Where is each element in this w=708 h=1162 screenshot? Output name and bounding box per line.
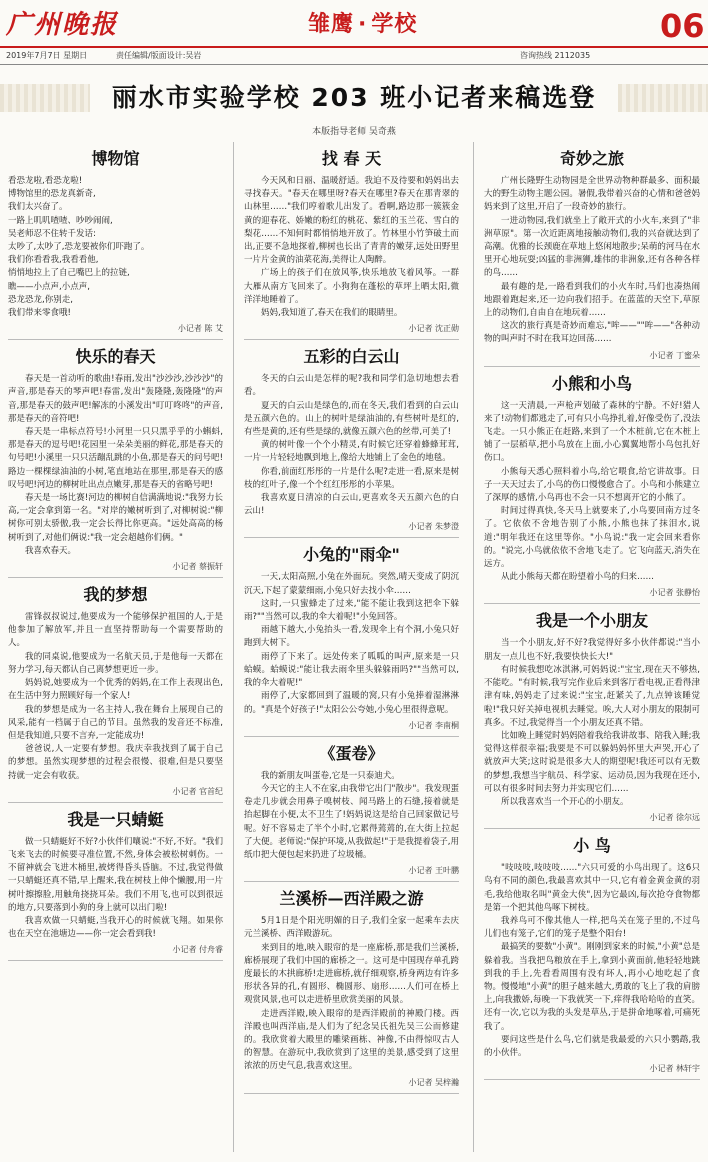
masthead-logo: 广州晚报 <box>6 10 119 40</box>
column-name-2: 学校 <box>371 12 418 37</box>
article-paragraph: 做一只蜻蜓好不好?小伙伴们嚷说:"不好,不好。"我们飞来飞去的时候要寻准位置,不然,身体会被松树刺伤。一不留神就会飞进木桶里,被烤得昏头昏脑。不过,我觉得做一只蜻蜓还真不错,早上醒来,我在树枝上伸个懒腰,用一片树叶擦擦脸,用触角挠挠耳朵。我们不用飞,也可以到很远的地方,只要落到小狗的身上就可以出门啦! <box>8 836 223 913</box>
article-paragraph: 你看,前面红彤彤的一片是什么呢?走进一看,原来是树枝的红叶子,像一个个红红彤彤的小苹果。 <box>244 466 459 490</box>
article-separator <box>244 881 459 882</box>
issue-date: 2019年7月7日 星期日 <box>6 51 88 60</box>
article <box>484 371 700 605</box>
article-title: 我是一个小朋友 <box>535 611 648 631</box>
article-separator <box>8 960 223 961</box>
article-paragraph: 广州长隆野生动物园是全世界动物种群最多、面积最大的野生动物主题公园。暑假,我带着兴奋的心情和爸爸妈妈来到了这里,开启了一段奇妙的旅行。 <box>484 176 700 213</box>
column-name-1: 雏鹰 <box>308 12 355 37</box>
article <box>244 886 459 1093</box>
column-3 <box>484 142 700 1154</box>
article <box>8 582 223 803</box>
article-byline: 小记者 吴梓瀚 <box>408 1077 459 1087</box>
article-separator <box>244 537 459 538</box>
article <box>8 807 223 962</box>
article-paragraph: 小熊每天悉心照料着小鸟,给它喂食,给它讲故事。日子一天天过去了,小鸟的伤口慢慢愈合了。小鸟和小熊建立了深厚的感情,小鸟再也不会一只不想离开它的小熊了。 <box>484 466 700 504</box>
article-paragraph: 从此小熊每天都在盼望着小鸟的归来…… <box>501 572 655 583</box>
article-title: 我的梦想 <box>83 585 148 605</box>
article-byline: 小记者 张静怡 <box>649 588 700 598</box>
article-paragraph: 吴老师忍不住转千发话: <box>8 228 96 239</box>
article-paragraph: 春天是一首动听的歌曲!春雨,发出"沙沙沙,沙沙沙"的声音,那是春天的琴声吧!春雷,发出"轰隆隆,轰隆隆"的声音,那是春天的鼓声吧!解冻的小溪发出"叮叮咚咚"的声音,那是春天的音符吧! <box>8 374 223 424</box>
article-separator <box>244 1093 459 1094</box>
article-paragraph: 我的同桌说,他要成为一名航天员,于是他每一天都在努力学习,每天都认自己离梦想更近一步。 <box>8 651 223 675</box>
article-body <box>8 175 223 320</box>
article-paragraph: 这时,一只蜜蜂走了过来,"能不能让我到这把伞下躲雨?""当然可以,我的伞大着呢!"小兔回答。 <box>244 598 459 623</box>
article-body <box>484 175 700 347</box>
article-body <box>244 770 459 862</box>
article-paragraph: 时间过得真快,冬天马上就要来了,小鸟要回南方过冬了。它依依不舍地告别了小熊,小熊也抹了抹泪水,说道:"明年我还在这里等你。"小鸟说:"我一定会回来看你的。"说完,小鸟就依依不舍地飞走了。它飞向蓝天,消失在远方。 <box>484 506 700 570</box>
article <box>244 344 459 538</box>
article-paragraph: 我喜欢做一只蜻蜓,当我开心的时候就飞翔。如果你也在天空在池塘边——你一定会看到我! <box>8 915 223 940</box>
article-title: 快乐的春天 <box>75 347 156 367</box>
article-paragraph: 这一天清晨,一声枪声划破了森林的宁静。不好!猎人来了!动物们都逃走了,可有只小鸟挣扎着,好像受伤了,没法飞走。一只小熊正在赶路,来到了一个木桩前,它在木桩上铺了一层稻草,把小鸟放在上面,小心翼翼地帮小鸟包扎好伤口。 <box>484 400 700 464</box>
page-title <box>0 78 708 118</box>
article-separator <box>484 828 700 829</box>
article-paragraph: 爸爸说,人一定要有梦想。我庆幸我找到了属于自己的梦想。虽然实现梦想的过程会很慢、很难,但是只要坚持就一定会有收获。 <box>8 744 223 781</box>
article-separator <box>8 802 223 803</box>
article-paragraph: 春天是一串标点符号!小河里一只只黑乎乎的小蝌蚪,那是春天的逗号吧!花园里一朵朵美丽的鲜花,那是春天的句号吧!小溪里一只只活蹦乱跳的小鱼,那是春天的问号吧!路边一棵棵绿油油的小树,笔直地站在那里,那是春天的感叹号吧!河边的柳树吐出点点嫩芽,那是春天的省略号吧! <box>8 427 223 490</box>
article-paragraph: 一进动物园,我们就坐上了敞开式的小火车,来到了"非洲草原"。第一次近距离地接触动物们,我的兴奋就达到了高潮。优雅的长颈鹿在草地上悠闲地散步;呆萌的河马在水里开心地玩耍;凶猛的非洲狮,雄伟的非洲象,还有各种各样的鸟…… <box>484 215 700 279</box>
article-title: 我是一只蜻蜓 <box>67 809 164 829</box>
article-byline: 小记者 李南桐 <box>408 720 459 730</box>
article-title: 五彩的白云山 <box>303 347 400 367</box>
article-paragraph: 所以我喜欢当一个开心的小朋友。 <box>501 796 629 807</box>
article-byline: 小记者 官首纪 <box>172 786 223 796</box>
article-byline: 小记者 徐尔远 <box>649 813 700 823</box>
header-rule <box>0 46 708 48</box>
article-body <box>484 400 700 585</box>
article-separator <box>244 736 459 737</box>
article-paragraph: 博物馆里的恐龙真新奇, <box>8 189 96 200</box>
article <box>484 146 700 367</box>
article-paragraph: 我们带来零食哦! <box>8 308 71 319</box>
article-paragraph: 春天是一场比赛!河边的柳树自信满满地说:"我努力长高,一定会拿到第一名。"对岸的嫩树听到了,对柳树说:"柳树你可别太骄傲,我一定会长得比你更高。"远处高高的杨树听到了,对他们俩说:"我一定会超越你们俩。" <box>8 493 223 543</box>
article-separator <box>484 366 700 367</box>
article-paragraph: 瞧——小点声,小点声, <box>8 281 90 292</box>
article-byline: 小记者 丁蜜朵 <box>649 350 700 360</box>
article-paragraph: 我喜欢夏日清凉的白云山,更喜欢冬天五颜六色的白云山! <box>244 493 459 517</box>
article-title: 找 春 天 <box>321 149 382 168</box>
page-number: 06 <box>660 7 705 45</box>
article-separator <box>484 1079 700 1080</box>
article-separator <box>8 577 223 578</box>
article-body <box>8 836 223 942</box>
article-title: 小兔的"雨伞" <box>303 545 400 565</box>
article-body <box>8 373 223 558</box>
article <box>244 542 459 736</box>
article-paragraph: 雨停了,大家都回到了温暖的窝,只有小兔捧着湿淋淋的。"真是个好孩子!"太阳公公夸她,小兔心里很得意呢。 <box>244 691 459 715</box>
page-title-text: 丽水市实验学校 203 班小记者来稿选登 <box>104 83 605 112</box>
article-paragraph: 我喜欢春天。 <box>25 545 77 556</box>
article-byline: 小记者 沈正勋 <box>408 324 459 334</box>
article-paragraph: 黄的树叶像一个个小精灵,有时候它还穿着蜂蜂茸茸,一片一片轻轻地飘到地上,像给大地铺上了金色的地毯。 <box>244 440 459 464</box>
article-paragraph: 夏天的白云山是绿色的,而在冬天,我们看到的白云山是五颜六色的。山上的树叶是绿油油的,有些树叶是红的,有些是黄的,还有些是绿的,就像五颜六色的丝带,可美了! <box>244 400 459 438</box>
article-body <box>484 637 700 809</box>
article <box>484 833 700 1080</box>
column-divider <box>473 142 474 1152</box>
article-byline: 小记者 朱梦澄 <box>408 522 459 532</box>
article-paragraph: 太吵了,太吵了,恐龙要被你们吓跑了。 <box>8 242 150 253</box>
article-paragraph: 雨越下越大,小兔抬头一看,发现伞上有个洞,小兔只好跑到大树下。 <box>244 625 459 649</box>
column-divider <box>233 142 234 1152</box>
article-title: 《蛋卷》 <box>319 743 384 763</box>
article-body <box>244 373 459 518</box>
article-paragraph: 妈妈说,她要成为一个优秀的妈妈,在工作上表现出色,在生活中努力照顾好每一个家人! <box>8 678 223 702</box>
info-bar <box>0 50 708 62</box>
article <box>244 146 459 340</box>
editor-credit: 责任编辑/版面设计:吴岩 <box>116 51 202 60</box>
article-paragraph: 走进西洋殿,映入眼帘的是西洋殿前的神殿门楼。西洋殿也叫西洋庙,是人们为了纪念吴氏祖先吴三公而修建的。我欣赏着大殿里的雕梁画栋、神像,不由得惊叹古人的智慧。在游玩中,我欣赏到了这里的美景,感受到了这里浓浓的历史气息,我喜欢这里。 <box>244 1008 459 1072</box>
article-paragraph: 今天它的主人不在家,由我带它出门"散步"。我发现蛋卷走几步就会用鼻子嗅树枝、闻马路上的石缝,接着就是抬起脚在小便,太不卫生了!妈妈说这是给自己回家做记号呢。好不容易走了半个小时,它累得蔫蔫的,在大街上拉起了大便。老师说:"保护环境,从我做起!"于是我提着袋子,用纸巾把大便包起来扔进了垃圾桶。 <box>244 783 459 860</box>
article-body <box>244 571 459 716</box>
article-paragraph: 最有趣的是,一路看到我们的小火车时,马们也凑热闹地跟着跑起来,还一边向我们招手。在蓝蓝的天空下,草原上的动物们,自由自在地玩着…… <box>484 281 700 319</box>
article-paragraph: 悄悄地拉上了自己嘴巴上的拉链, <box>8 268 130 279</box>
article-paragraph: 我养鸟可不像其他人一样,把鸟关在笼子里的,不过鸟儿们也有笼子,它们的笼子是整个阳台! <box>484 915 700 940</box>
article-paragraph: 最搞笑的要数"小黄"。刚刚到家来的时候,"小黄"总是躲着我。当我把鸟粮放在手上,拿到小黄面前,他轻轻地跳到我的手上,先看看周围有没有坏人,再小心地吃起了食物。慢慢地"小黄"的胆子越来越大,勇敢的飞上了我的肩膀上,向我撒娇,每晚一下我就笑一下,痒得我哈哈哈的直笑。还有一次,它以为我的头发是草丛,于是拼命地啄着,可痛死我了。 <box>484 942 700 1032</box>
article-paragraph: 我们太兴奋了。 <box>8 202 68 213</box>
article-paragraph: 我们你看看我,我看看他, <box>8 255 99 266</box>
article-body <box>484 862 700 1060</box>
article-paragraph: 这次的旅行真是奇妙而难忘,"哞——""哞——"各种动物的叫声时不时在我耳边回荡…… <box>484 321 700 345</box>
hotline: 咨询热线 2112035 <box>520 51 591 60</box>
article-paragraph: 比如晚上睡觉时妈妈陪着我给我讲故事、陪我入睡;我觉得这样很幸福;我要是不可以躲妈妈怀里大声哭,开心了就放声大笑;这时说是很多大人的期望呢!我还可以有无数的梦想,我想当宇航员、科学家、运动员,因为我现在还小,可以有很多时间去努力并实现它们…… <box>484 730 700 794</box>
article-separator <box>8 339 223 340</box>
article-paragraph: 妈妈,我知道了,春天在我们的眼睛里。 <box>261 308 403 319</box>
column-dot: · <box>358 12 368 37</box>
article-paragraph: 来到目的地,映入眼帘的是一座廊桥,那是我们兰溪桥,廊桥展现了我们中国的廊桥之一。这可是中国现存单孔跨度最长的木拱廊桥!走进廊桥,就仔细观察,桥身两边有许多形状各异的孔,有圆形、椭圆形、扇形……人们可在桥上观赏风景,也可以走进桥里欣赏美丽的风景。 <box>244 942 459 1006</box>
article-paragraph: 一天,太阳高照,小兔在外面玩。突然,晴天变成了阴沉沉天,下起了蒙蒙细雨,小兔只好去找小伞…… <box>244 572 459 596</box>
article-byline: 小记者 王叶鹏 <box>408 866 459 876</box>
article-body <box>8 611 223 783</box>
article-byline: 小记者 付舟睿 <box>172 945 223 955</box>
article <box>8 146 223 340</box>
article-title: 兰溪桥—西洋殿之游 <box>279 889 424 909</box>
supervisor-credit: 本版指导老师 吴奇燕 <box>312 127 396 137</box>
article-paragraph: 冬天的白云山是怎样的呢?我和同学们急切地想去看看。 <box>244 374 459 398</box>
article-body <box>244 175 459 320</box>
article-paragraph: "吱吱吱,吱吱吱……"六只可爱的小鸟出现了。这6只鸟有不同的颜色,我最喜欢其中一只,它有着金黄金黄的羽毛,我给他取名叫"黄金大侠",因为它最凶,每次抢夺食物都是第一个把其他鸟啄下树枝。 <box>484 863 700 913</box>
article-title: 小 鸟 <box>573 836 611 856</box>
article-separator <box>484 603 700 604</box>
article-paragraph: 要问这些是什么鸟,它们就是我最爱的六只小鹦鹉,我的小伙伴。 <box>484 1034 700 1058</box>
article-paragraph: 看恐龙啦,看恐龙啦! <box>8 176 83 186</box>
article <box>8 344 223 578</box>
article-paragraph: 当一个小朋友,好不好?我觉得好多小伙伴都说:"当小朋友一点儿也不好,我要快快长大!" <box>484 638 700 662</box>
article-paragraph: 我的新朋友叫蛋卷,它是一只泰迪犬。 <box>261 770 400 781</box>
article <box>484 608 700 829</box>
article-paragraph: 我的梦想是成为一名主持人,我在舞台上展现自己的风采,能有一档属于自己的节目。虽然我的发音还不标准,但是我知道,只要不言弃,一定能成功! <box>8 704 223 741</box>
column-title <box>308 10 468 40</box>
article-paragraph: 一路上叽叽喳喳、吵吵闹闹, <box>8 215 113 226</box>
article-byline: 小记者 陈 艾 <box>177 324 223 334</box>
article-paragraph: 雨停了下来了。远处传来了呱呱的叫声,原来是一只蛤蟆。蛤蟆说:"能让我去雨伞里头躲躲雨吗?""当然可以,我的伞大着呢!" <box>244 651 459 689</box>
article-separator <box>244 339 459 340</box>
article-paragraph: 广场上的孩子们在放风筝,快乐地放飞着风筝。一群大雁从南方飞回来了。小狗狗在蓬松的草坪上晒太阳,微洋洋地睡着了。 <box>244 268 459 305</box>
article-body <box>244 915 459 1073</box>
article-paragraph: 恐龙恐龙,你别走, <box>8 294 73 305</box>
column-1 <box>8 142 223 1154</box>
article-paragraph: 有时候我想吃冰淇淋,可妈妈说:"宝宝,现在天不够热,不能吃。"有时候,我写完作业后来到客厅看电视,正看得津津有味,妈妈走了过来说:"宝宝,赶紧关了,九点钟该睡觉啦!"我只好关掉电视机去睡觉。唉,大人对小朋友的限制可真多。不过,我觉得当一个小朋友还真不错。 <box>484 664 700 728</box>
article-byline: 小记者 蔡振轩 <box>172 562 223 572</box>
article-byline: 小记者 林轩宇 <box>649 1064 700 1074</box>
article-title: 奇妙之旅 <box>559 149 624 168</box>
column-2 <box>244 142 459 1154</box>
article-title: 博物馆 <box>91 149 140 168</box>
article-paragraph: 今天风和日丽、温暖舒适。我迫不及待要和妈妈出去寻找春天。"春天在哪里呀?春天在哪里?春天在那青翠的山林里……"我们哼着歌儿出发了。看啊,路边那一簇簇金黄的迎春花、娇嫩的粉红的桃花、紫红的玉兰花、雪白的梨花……不知何时都悄悄地开放了。竹林里小竹笋破土而出,正要不急地探着,柳树也长出了青青的嫩芽,远处田野里一片片金黄的油菜花海,美得让人陶醉。 <box>244 176 459 266</box>
article <box>244 741 459 882</box>
article-paragraph: 雷锋叔叔说过,他要成为一个能够保护祖国的人,于是他参加了解放军,并且一直坚持帮助每一个需要帮助的人。 <box>8 612 223 649</box>
info-rule <box>0 64 708 65</box>
article-paragraph: 5月1日是个阳光明媚的日子,我们全家一起乘车去庆元兰溪桥、西洋殿游玩。 <box>244 916 459 940</box>
article-title: 小熊和小鸟 <box>551 373 632 393</box>
